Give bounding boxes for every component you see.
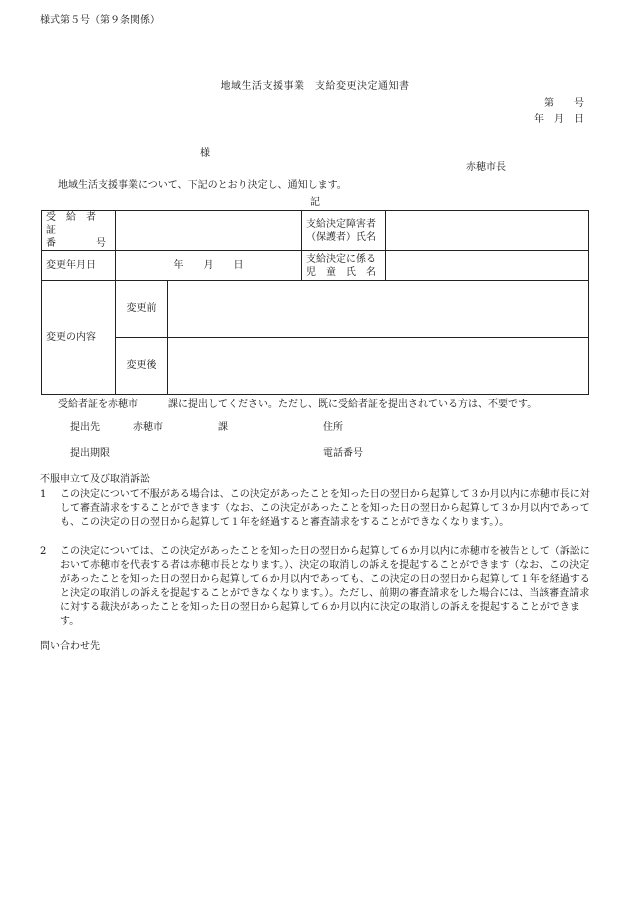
holder-name-label	[302, 211, 386, 251]
cert-number-field[interactable]	[116, 211, 302, 251]
after-field[interactable]	[168, 338, 589, 395]
document-title: 地域生活支援事業 支給変更決定通知書	[220, 81, 410, 92]
form-number: 様式第５号（第９条関係）	[40, 15, 160, 26]
change-content-label: 変更の内容	[42, 281, 116, 395]
cert-label-line-2: 番 号	[46, 238, 106, 249]
appeal-item-number: 2	[40, 546, 47, 557]
cert-label-line-1: 受 給 者 証	[46, 212, 106, 236]
child-label-line-1: 支給決定に係る	[306, 253, 376, 265]
phone-label: 電話番号	[323, 448, 363, 459]
child-label-line-2: 児 童 氏 名	[306, 266, 376, 278]
child-name-field[interactable]	[386, 251, 589, 281]
contact-label: 問い合わせ先	[40, 641, 100, 652]
appeal-heading: 不服申立て及び取消訴訟	[40, 474, 150, 485]
appeal-item-2	[40, 545, 590, 629]
ki-heading: 記	[310, 197, 320, 208]
decision-table	[41, 210, 589, 395]
cert-number-label	[42, 211, 116, 251]
dest-label: 提出先	[70, 422, 100, 433]
deadline-label: 提出期限	[70, 448, 110, 459]
change-date-field[interactable]: 年 月 日	[116, 251, 302, 281]
before-label: 変更前	[116, 281, 168, 338]
document-number: 第 号	[544, 98, 584, 109]
appeal-item-text: この決定について不服がある場合は、この決定があったことを知った日の翌日から起算して３か月以内に赤穂市長に対して審査請求をすることができます（なお、この決定があったことを知った日の翌日から起算して３か月以内であっても、この決定の日の翌日から起算して１年を経過すると審査請求をすることができなくなります。）。	[60, 489, 590, 528]
document-date: 年 月 日	[534, 114, 584, 125]
appeal-item-1	[40, 488, 590, 530]
intro-text: 地域生活支援事業について、下記のとおり決定し、通知します。	[58, 180, 347, 191]
submission-instruction: 受給者証を赤穂市 課に提出してください。ただし、既に受給者証を提出されている方は、不要です。	[58, 399, 538, 410]
table-row	[42, 281, 589, 338]
child-name-label	[302, 251, 386, 281]
table-row	[42, 211, 589, 251]
holder-label-line-1: 支給決定障害者	[306, 218, 376, 230]
holder-label-line-2: （保護者）氏名	[306, 231, 376, 243]
change-date-label: 変更年月日	[42, 251, 116, 281]
dest-city: 赤穂市	[133, 422, 163, 433]
sender-name: 赤穂市長	[466, 162, 506, 173]
before-field[interactable]	[168, 281, 589, 338]
addressee-suffix: 様	[200, 148, 210, 159]
dest-section: 課	[218, 422, 228, 433]
after-label: 変更後	[116, 338, 168, 395]
appeal-item-text: この決定については、この決定があったことを知った日の翌日から起算して６か月以内に赤穂市を被告として（訴訟において赤穂市を代表する者は赤穂市長となります。）、決定の取消しの訴えを提起することができます（なお、この決定があったことを知った日の翌日から起算して６か月以内であっても、この決定の日の翌日から起算して１年を経過すると決定の取消しの訴えを提起することができなくなります。）。ただし、前期の審査請求をした場合には、当該審査請求に対する裁決があったことを知った日の翌日から起算して６か月以内に決定の取消しの訴えを提起することができます。	[60, 546, 590, 627]
table-row	[42, 251, 589, 281]
address-label: 住所	[323, 422, 343, 433]
holder-name-field[interactable]	[386, 211, 589, 251]
table-row	[42, 338, 589, 395]
appeal-item-number: 1	[40, 489, 47, 500]
